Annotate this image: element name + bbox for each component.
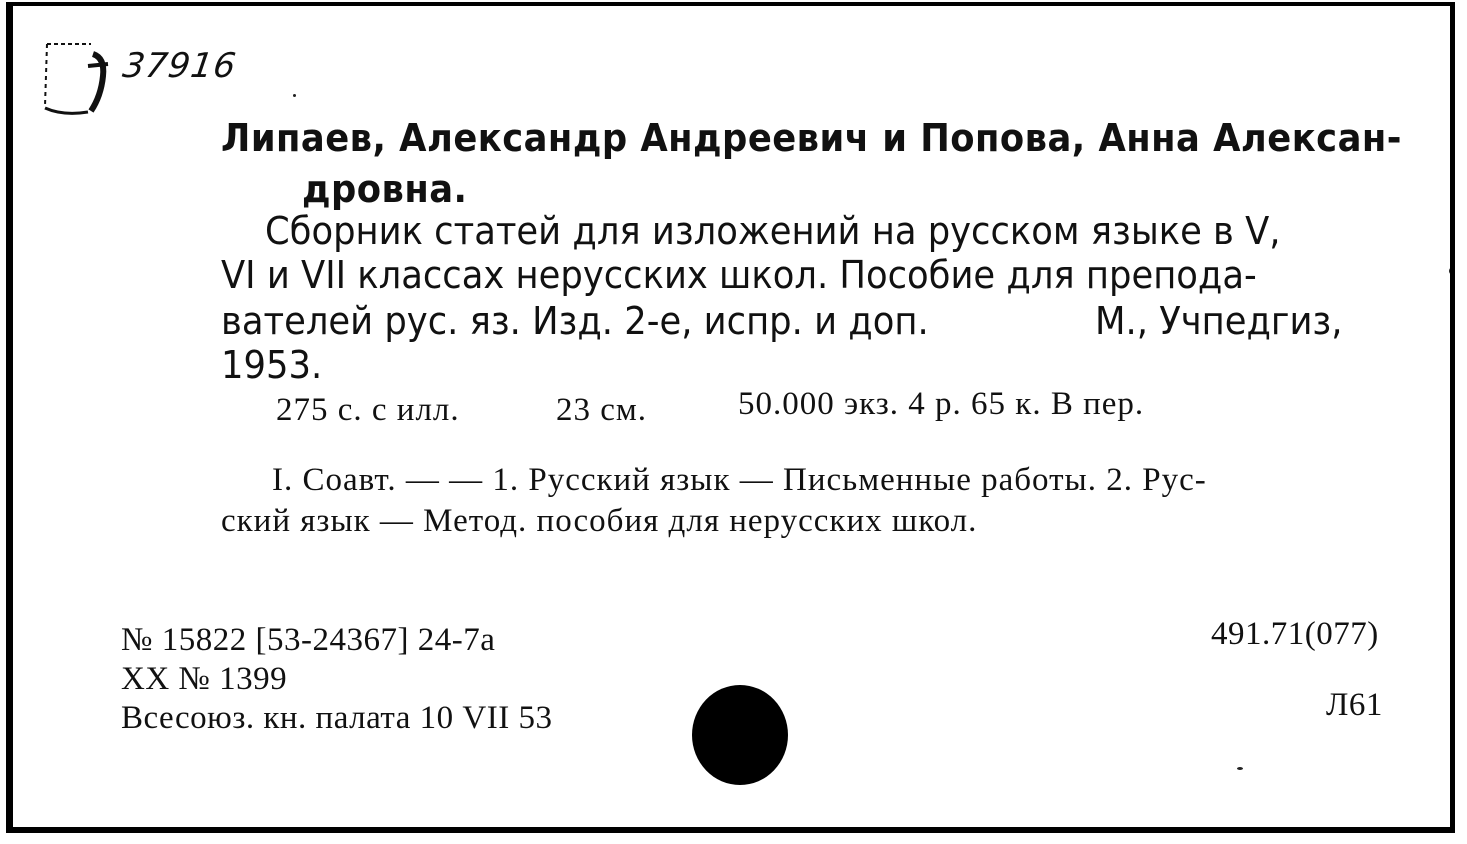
- footer-line-2: XX № 1399: [121, 661, 288, 697]
- catalog-card: [6, 2, 1455, 833]
- footer-line-3: Всесоюз. кн. палата 10 VII 53: [121, 700, 553, 736]
- speck: [1449, 268, 1453, 274]
- speck: [1237, 767, 1243, 770]
- author-line-1: Липаев, Александр Андреевич и Попова, Анна Алексан-: [221, 116, 1402, 160]
- title-line-1: Сборник статей для изложений на русском языке в V,: [265, 209, 1281, 253]
- imprint: М., Учпедгиз,: [1095, 299, 1343, 343]
- classification: 491.71(077): [1211, 616, 1379, 652]
- title-line-3: вателей рус. яз. Изд. 2-е, испр. и доп.: [221, 299, 929, 343]
- punch-hole: [692, 685, 788, 785]
- subjects-line-2: ский язык — Метод. пособия для нерусских школ.: [221, 503, 978, 539]
- pages: 275 с. с илл.: [276, 392, 460, 428]
- footer-line-1: № 15822 [53-24367] 24-7а: [121, 622, 496, 658]
- speck: [293, 94, 296, 97]
- title-line-4: 1953.: [221, 343, 323, 387]
- border-gap: [143, 2, 203, 8]
- print-run-price: 50.000 экз. 4 р. 65 к. В пер.: [738, 386, 1145, 422]
- author-mark: Л61: [1326, 687, 1383, 723]
- title-line-2: VI и VII классах нерусских школ. Пособие для препода-: [221, 253, 1257, 297]
- bracket-mark-icon: [33, 36, 123, 121]
- subjects-line-1: I. Соавт. — — 1. Русский язык — Письменные работы. 2. Рус-: [272, 462, 1207, 498]
- author-line-2: дровна.: [302, 167, 468, 211]
- handwritten-number: 37916: [120, 46, 239, 86]
- size: 23 см.: [556, 392, 648, 428]
